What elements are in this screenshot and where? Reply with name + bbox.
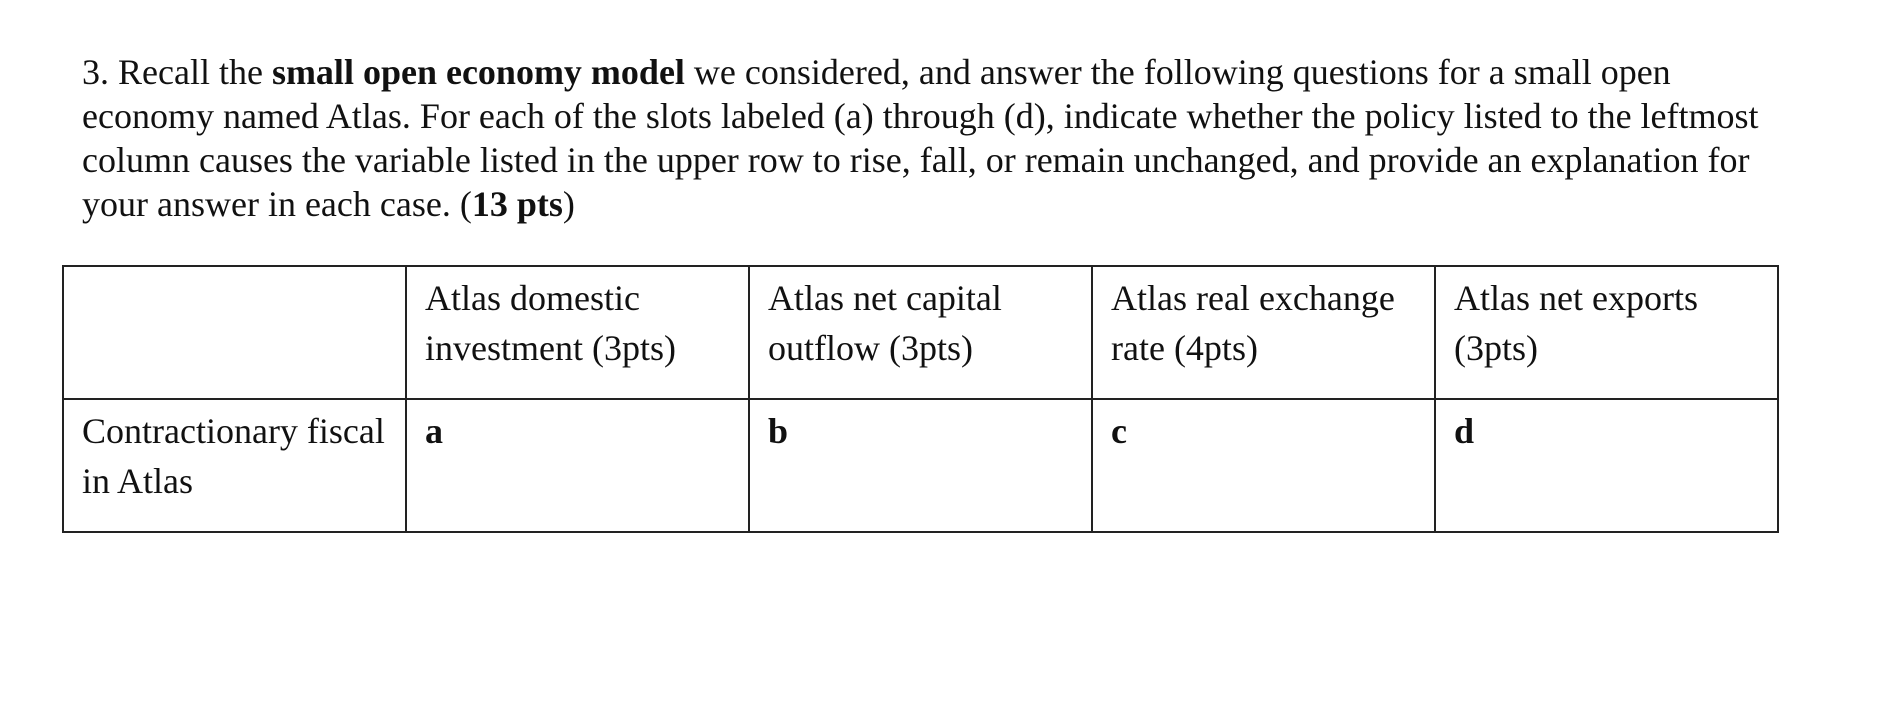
header-cell-empty xyxy=(63,266,406,399)
question-text-before-bold: Recall the xyxy=(109,52,272,92)
policy-cell: Contractionary fiscal in Atlas xyxy=(63,399,406,532)
header-cell-net-exports: Atlas net exports (3pts) xyxy=(1435,266,1778,399)
question-text-after-bold: we considered, and answer the following questions for a small open economy named Atlas. For each of the slots labeled (a) through (d), indicate whether the policy listed to the leftmost column causes the variable listed in the upper row to rise, fall, or remain unchanged, and provide an explanation for your answer in each case. ( xyxy=(82,52,1759,224)
slot-b-cell: b xyxy=(749,399,1092,532)
slot-d-cell: d xyxy=(1435,399,1778,532)
header-cell-real-exchange-rate: Atlas real exchange rate (4pts) xyxy=(1092,266,1435,399)
question-points: 13 pts xyxy=(471,184,563,224)
header-cell-net-capital-outflow: Atlas net capital outflow (3pts) xyxy=(749,266,1092,399)
question-bold-term: small open economy model xyxy=(271,52,685,92)
policy-table xyxy=(62,265,1779,533)
header-cell-domestic-investment: Atlas domestic investment (3pts) xyxy=(406,266,749,399)
question-text xyxy=(82,50,1782,226)
question-closing: ) xyxy=(562,184,575,224)
table-header-row xyxy=(63,266,1778,399)
slot-a-cell: a xyxy=(406,399,749,532)
table-row xyxy=(63,399,1778,532)
slot-c-cell: c xyxy=(1092,399,1435,532)
question-number: 3. xyxy=(82,52,109,92)
